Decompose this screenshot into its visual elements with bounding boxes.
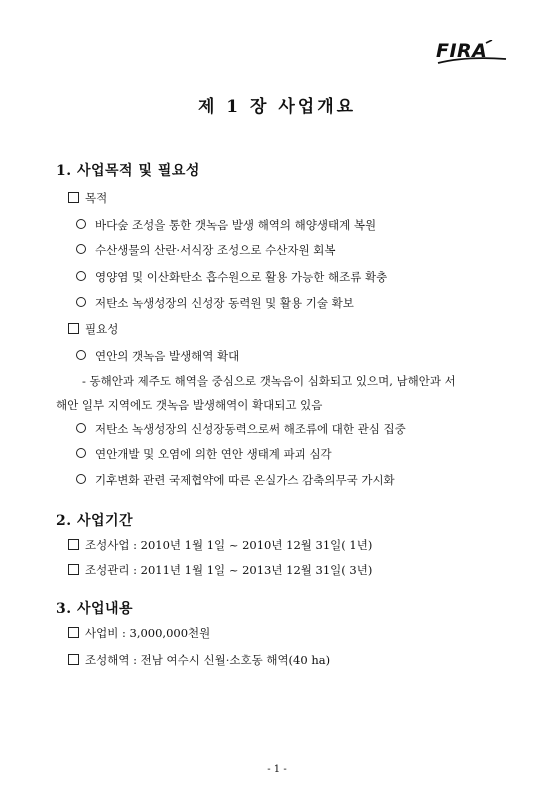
circle-bullet-icon xyxy=(76,423,86,433)
content-item: 조성해역 : 전남 여수시 신월·소호동 해역(40 ha) xyxy=(68,652,330,668)
purpose-item: 바다숲 조성을 통한 갯녹음 발생 해역의 해양생태계 복원 xyxy=(76,217,376,233)
necessity-item: 저탄소 녹생성장의 신성장동력으로써 해조류에 대한 관심 집중 xyxy=(76,421,406,437)
necessity-item: 연안의 갯녹음 발생해역 확대 xyxy=(76,348,239,364)
necessity-detail-line: 해안 일부 지역에도 갯녹음 발생해역이 확대되고 있음 xyxy=(56,398,323,412)
content-item: 사업비 : 3,000,000천원 xyxy=(68,625,210,641)
checkbox-icon xyxy=(68,627,79,638)
circle-bullet-icon xyxy=(76,244,86,254)
circle-bullet-icon xyxy=(76,350,86,360)
checkbox-icon xyxy=(68,539,79,550)
chapter-title: 제 1 장 사업개요 xyxy=(197,97,357,117)
checkbox-icon xyxy=(68,192,79,203)
purpose-label: 목적 xyxy=(68,190,107,206)
period-item: 조성관리 : 2011년 1월 1일 ~ 2013년 12월 31일( 3년) xyxy=(68,562,372,578)
fira-logo xyxy=(436,40,510,68)
necessity-item: 기후변화 관련 국제협약에 따른 온실가스 감축의무국 가시화 xyxy=(76,472,395,488)
circle-bullet-icon xyxy=(76,271,86,281)
page-number: - 1 - xyxy=(267,764,287,775)
circle-bullet-icon xyxy=(76,474,86,484)
logo-swoosh-icon xyxy=(436,40,510,68)
logo-text: FIRA xyxy=(436,40,488,62)
checkbox-icon xyxy=(68,564,79,575)
purpose-item: 수산생물의 산란·서식장 조성으로 수산자원 회복 xyxy=(76,242,335,258)
period-item: 조성사업 : 2010년 1월 1일 ~ 2010년 12월 31일( 1년) xyxy=(68,537,372,553)
circle-bullet-icon xyxy=(76,219,86,229)
section1-heading: 1. 사업목적 및 필요성 xyxy=(56,163,200,179)
checkbox-icon xyxy=(68,654,79,665)
purpose-item: 저탄소 녹생성장의 신성장 동력원 및 활용 기술 확보 xyxy=(76,295,354,311)
necessity-detail-line: - 동해안과 제주도 해역을 중심으로 갯녹음이 심화되고 있으며, 남해안과 서 xyxy=(82,374,456,388)
necessity-item: 연안개발 및 오염에 의한 연안 생태계 파괴 심각 xyxy=(76,446,332,462)
necessity-label: 필요성 xyxy=(68,321,118,337)
checkbox-icon xyxy=(68,323,79,334)
circle-bullet-icon xyxy=(76,448,86,458)
circle-bullet-icon xyxy=(76,297,86,307)
section3-heading: 3. 사업내용 xyxy=(56,601,134,617)
section2-heading: 2. 사업기간 xyxy=(56,513,134,529)
purpose-item: 영양염 및 이산화탄소 흡수원으로 활용 가능한 해조류 확충 xyxy=(76,269,387,285)
